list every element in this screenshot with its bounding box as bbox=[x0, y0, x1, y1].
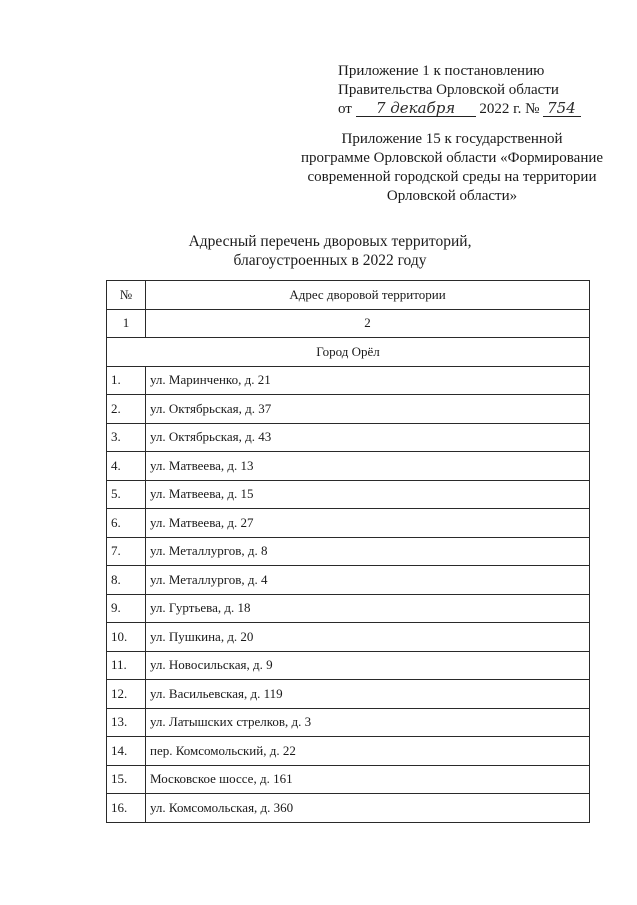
row-address: пер. Комсомольский, д. 22 bbox=[146, 737, 590, 766]
table-row bbox=[107, 395, 590, 424]
row-number: 10. bbox=[107, 623, 146, 652]
table-row bbox=[107, 480, 590, 509]
row-address: ул. Октябрьская, д. 37 bbox=[146, 395, 590, 424]
table-row bbox=[107, 423, 590, 452]
row-address: ул. Октябрьская, д. 43 bbox=[146, 423, 590, 452]
row-address: ул. Гуртьева, д. 18 bbox=[146, 594, 590, 623]
row-number: 6. bbox=[107, 509, 146, 538]
row-number: 15. bbox=[107, 765, 146, 794]
row-address: Московское шоссе, д. 161 bbox=[146, 765, 590, 794]
annex-1-line-2: Правительства Орловской области bbox=[338, 82, 559, 98]
table-row bbox=[107, 452, 590, 481]
row-number: 14. bbox=[107, 737, 146, 766]
row-address: ул. Матвеева, д. 13 bbox=[146, 452, 590, 481]
address-table bbox=[106, 280, 590, 823]
table-section-row bbox=[107, 338, 590, 367]
row-number: 7. bbox=[107, 537, 146, 566]
row-number: 3. bbox=[107, 423, 146, 452]
table-row bbox=[107, 594, 590, 623]
from-label: от bbox=[338, 101, 352, 117]
row-number: 9. bbox=[107, 594, 146, 623]
table-row bbox=[107, 737, 590, 766]
row-address: ул. Металлургов, д. 8 bbox=[146, 537, 590, 566]
handwritten-number: 754 bbox=[543, 100, 581, 117]
row-number: 13. bbox=[107, 708, 146, 737]
row-address: ул. Маринченко, д. 21 bbox=[146, 366, 590, 395]
row-number: 12. bbox=[107, 680, 146, 709]
title-line-2: благоустроенных в 2022 году bbox=[233, 252, 427, 269]
annex-1-header bbox=[338, 62, 608, 119]
annex-15-line-2: программе Орловской области «Формирование bbox=[300, 150, 604, 166]
table-index-row bbox=[107, 309, 590, 338]
row-address: ул. Металлургов, д. 4 bbox=[146, 566, 590, 595]
document-title bbox=[150, 232, 510, 270]
row-address: ул. Пушкина, д. 20 bbox=[146, 623, 590, 652]
row-number: 1. bbox=[107, 366, 146, 395]
annex-1-line-1: Приложение 1 к постановлению bbox=[338, 63, 545, 79]
annex-15-header bbox=[290, 130, 614, 206]
table-row bbox=[107, 566, 590, 595]
annex-1-date-line bbox=[338, 100, 608, 119]
section-city: Город Орёл bbox=[107, 338, 590, 367]
table-row bbox=[107, 509, 590, 538]
row-number: 16. bbox=[107, 794, 146, 823]
row-number: 5. bbox=[107, 480, 146, 509]
index-num: 1 bbox=[107, 309, 146, 338]
table-row bbox=[107, 680, 590, 709]
handwritten-date: 7 декабря bbox=[356, 100, 476, 117]
annex-15-line-3: современной городской среды на территории bbox=[307, 169, 597, 185]
row-address: ул. Матвеева, д. 15 bbox=[146, 480, 590, 509]
row-address: ул. Васильевская, д. 119 bbox=[146, 680, 590, 709]
title-line-1: Адресный перечень дворовых территорий, bbox=[188, 233, 472, 250]
header-address: Адрес дворовой территории bbox=[146, 281, 590, 310]
row-number: 8. bbox=[107, 566, 146, 595]
annex-15-line-1: Приложение 15 к государственной bbox=[341, 131, 563, 147]
row-address: ул. Латышских стрелков, д. 3 bbox=[146, 708, 590, 737]
row-address: ул. Новосильская, д. 9 bbox=[146, 651, 590, 680]
index-address: 2 bbox=[146, 309, 590, 338]
table-row bbox=[107, 623, 590, 652]
table-row bbox=[107, 794, 590, 823]
row-address: ул. Матвеева, д. 27 bbox=[146, 509, 590, 538]
row-number: 4. bbox=[107, 452, 146, 481]
year-label: 2022 г. № bbox=[479, 101, 540, 117]
row-address: ул. Комсомольская, д. 360 bbox=[146, 794, 590, 823]
table-row bbox=[107, 366, 590, 395]
table-row bbox=[107, 651, 590, 680]
table-header-row bbox=[107, 281, 590, 310]
table-row bbox=[107, 537, 590, 566]
row-number: 2. bbox=[107, 395, 146, 424]
table-row bbox=[107, 765, 590, 794]
table-row bbox=[107, 708, 590, 737]
annex-15-line-4: Орловской области» bbox=[386, 188, 518, 204]
row-number: 11. bbox=[107, 651, 146, 680]
header-num: № bbox=[107, 281, 146, 310]
